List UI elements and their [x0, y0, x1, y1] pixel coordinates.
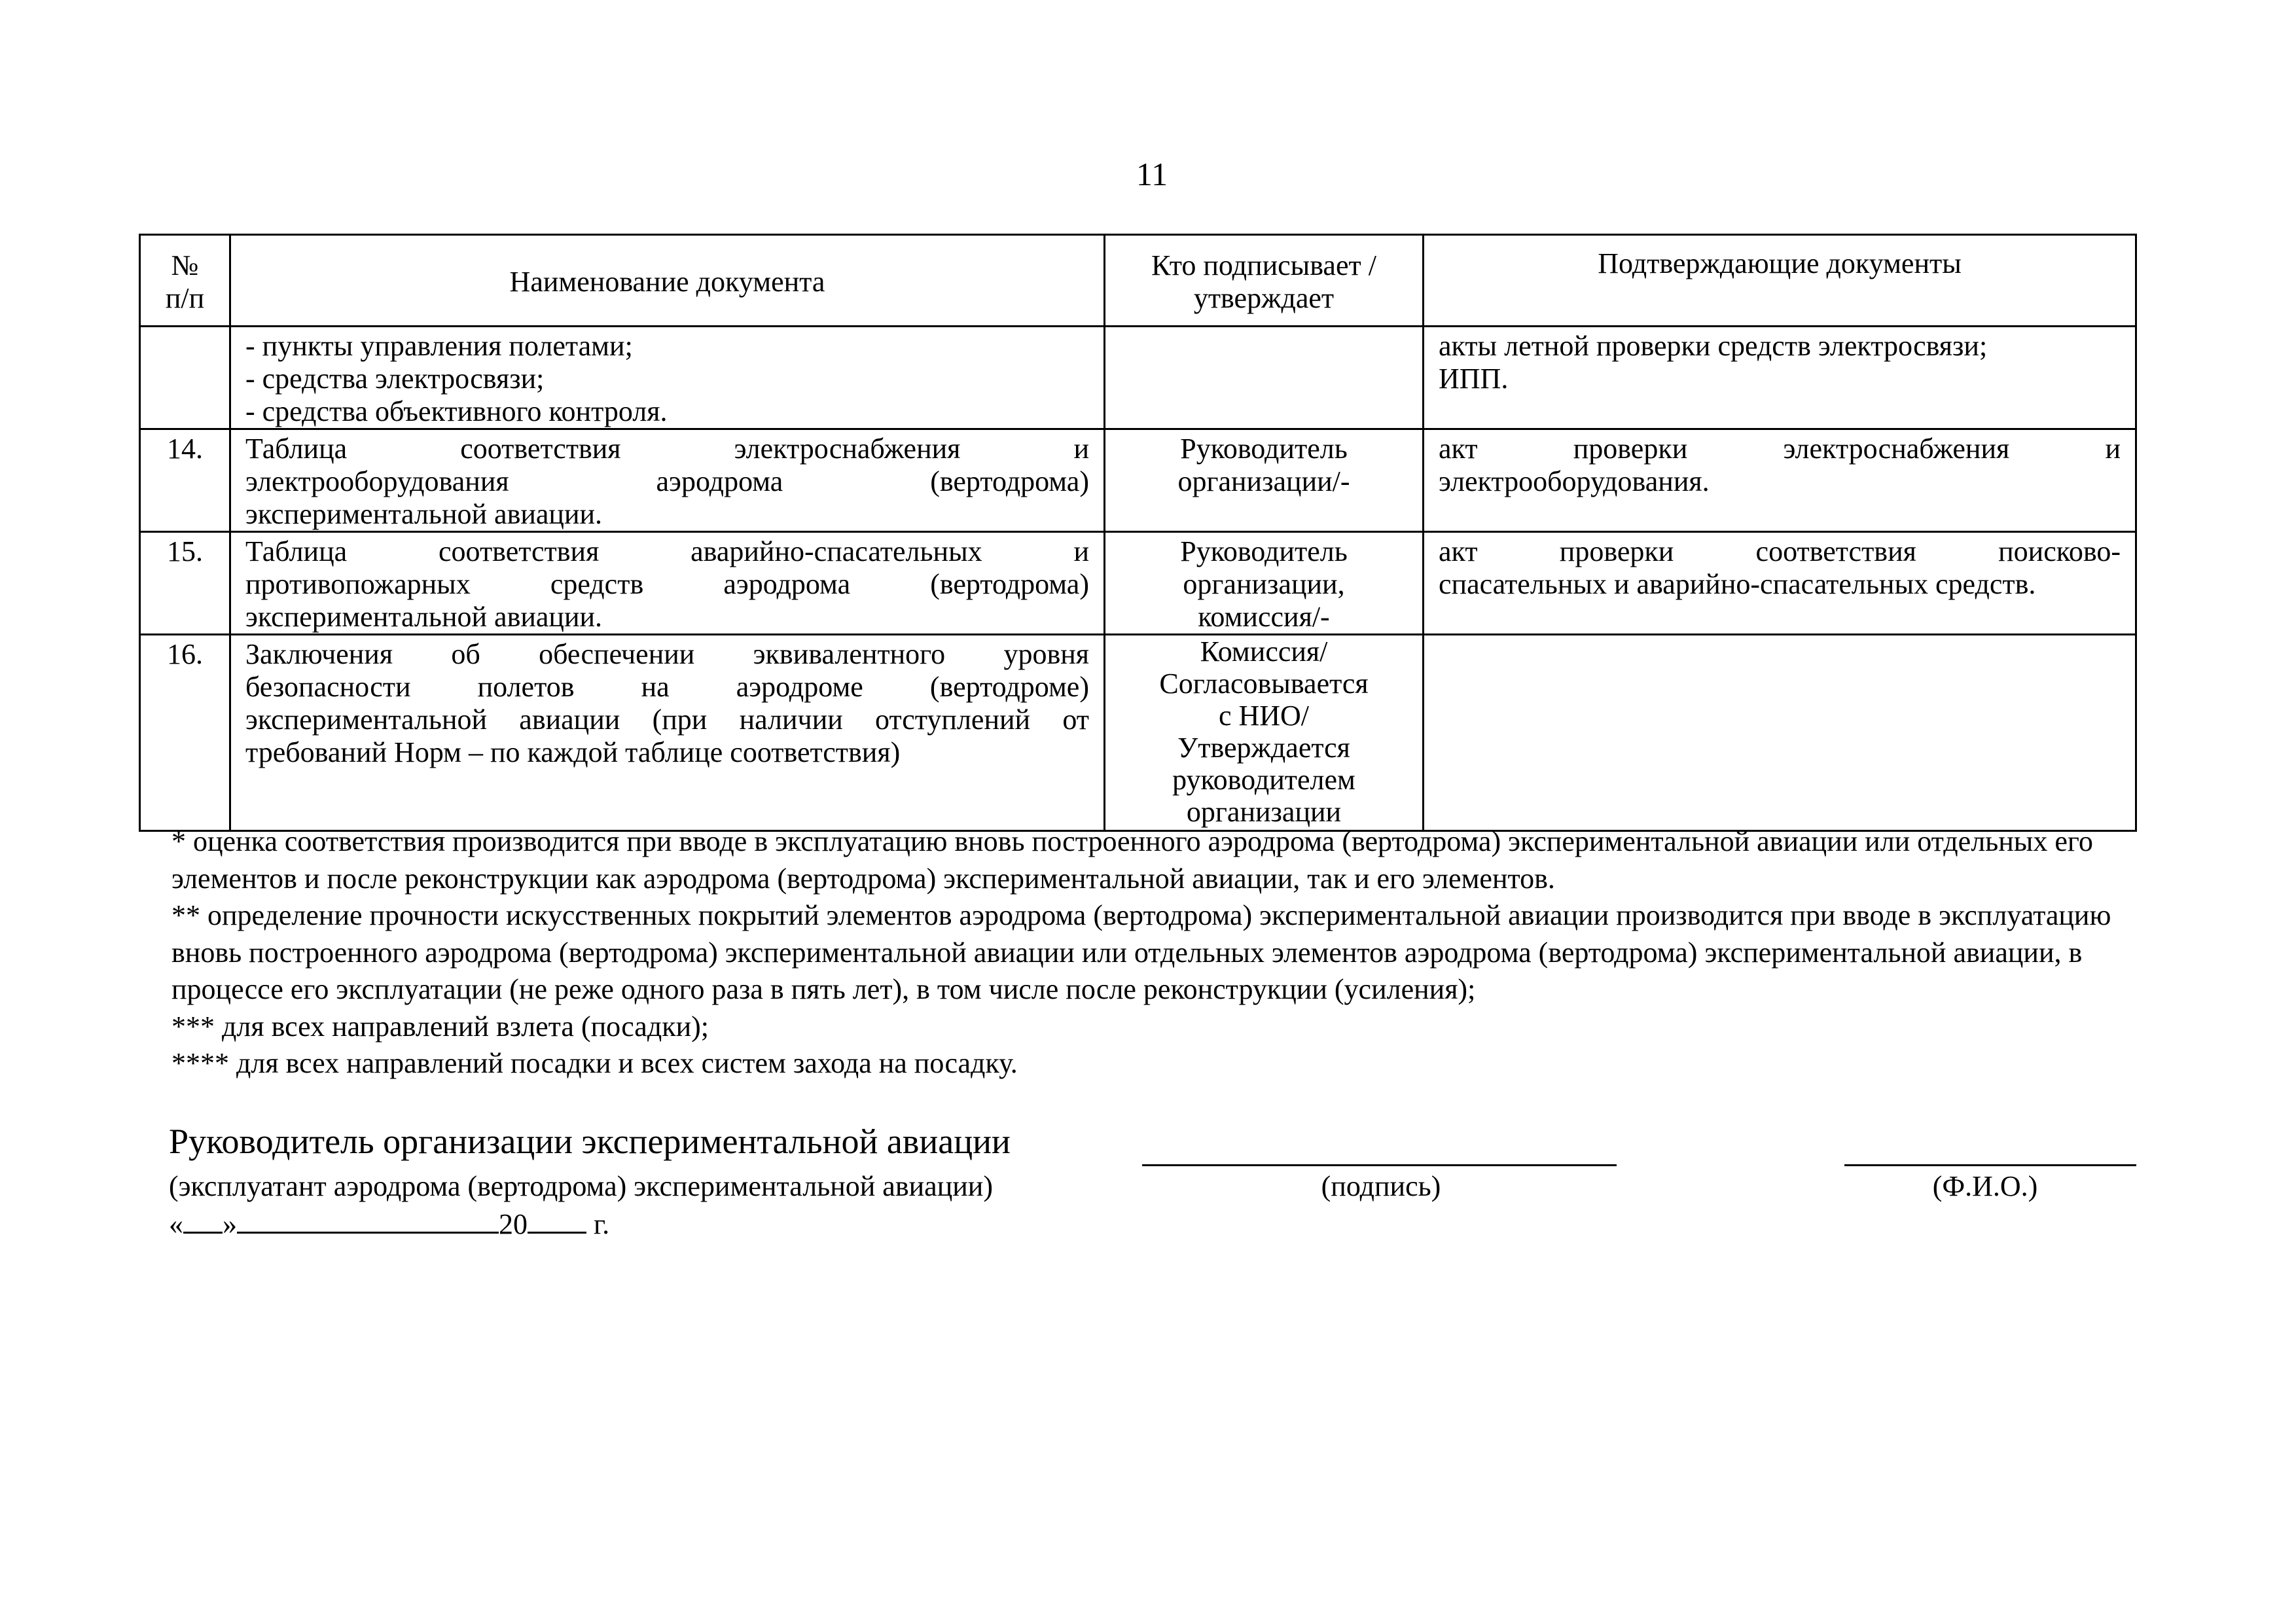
documents-table: [139, 234, 2137, 832]
table-row: [140, 635, 2136, 831]
table-row: [140, 429, 2136, 532]
page-number: 11: [1136, 156, 1168, 192]
date-year-suffix: г.: [594, 1208, 610, 1240]
date-year-prefix: 20: [499, 1208, 528, 1240]
row-docs: акты летной проверки средств электросвязи; ИПП.: [1424, 327, 2136, 429]
row-num: 14.: [140, 429, 230, 532]
row-name: Заключения об обеспечении эквивалентного уровня безопасности полетов на аэродроме (вертодроме) экспериментальной авиации (при наличии отступлений от требований Норм – по каждой таблице соответствия): [230, 635, 1105, 831]
signature-label: (подпись): [1321, 1170, 1441, 1202]
signature-line: [1142, 1164, 1617, 1166]
row-signer: Комиссия/ Согласовывается с НИО/ Утверждается руководителем организации: [1105, 635, 1424, 831]
row-docs: акт проверки электроснабжения и электрооборудования.: [1424, 429, 2136, 532]
row-num: 15.: [140, 532, 230, 635]
footnotes: [171, 823, 2155, 1082]
signature-title: Руководитель организации экспериментальной авиации: [169, 1122, 1011, 1161]
header-signer: Кто подписывает / утверждает: [1105, 235, 1424, 327]
date-open-quote: «: [169, 1208, 183, 1240]
footnote-4: **** для всех направлений посадки и всех систем захода на посадку.: [171, 1047, 1018, 1079]
footnote-1: * оценка соответствия производится при вводе в эксплуатацию вновь построенного аэродрома (вертодрома) экспериментальной авиации или отдельных его элементов и после реконструкции как аэродрома (вертодрома) экспериментальной авиации, так и его элементов.: [171, 825, 2093, 895]
date-month-blank: [237, 1205, 499, 1234]
row-docs: акт проверки соответствия поисково- спасательных и аварийно-спасательных средств.: [1424, 532, 2136, 635]
row-name: - пункты управления полетами; - средства электросвязи; - средства объективного контроля.: [230, 327, 1105, 429]
header-docs: Подтверждающие документы: [1424, 235, 2136, 327]
row-name: Таблица соответствия электроснабжения и электрооборудования аэродрома (вертодрома) экспериментальной авиации.: [230, 429, 1105, 532]
signature-date: [169, 1205, 609, 1243]
table-row: [140, 327, 2136, 429]
table-row: [140, 532, 2136, 635]
fio-label: (Ф.И.О.): [1932, 1170, 2038, 1202]
footnote-3: *** для всех направлений взлета (посадки);: [171, 1010, 709, 1043]
table-header-row: [140, 235, 2136, 327]
date-close-quote: »: [223, 1208, 237, 1240]
row-name: Таблица соответствия аварийно-спасательных и противопожарных средств аэродрома (вертодрома) экспериментальной авиации.: [230, 532, 1105, 635]
row-signer: Руководитель организации, комиссия/-: [1105, 532, 1424, 635]
row-docs: [1424, 635, 2136, 831]
signature-subtitle: (эксплуатант аэродрома (вертодрома) экспериментальной авиации): [169, 1170, 993, 1202]
header-name: Наименование документа: [230, 235, 1105, 327]
date-year-blank: [528, 1205, 586, 1234]
fio-line: [1844, 1164, 2136, 1166]
date-day-blank: [183, 1205, 223, 1234]
header-num: № п/п: [140, 235, 230, 327]
footnote-2: ** определение прочности искусственных покрытий элементов аэродрома (вертодрома) экспериментальной авиации производится при вводе в эксплуатацию вновь построенного аэродрома (вертодрома) экспериментальной авиации или отдельных элементов аэродрома (вертодрома) экспериментальной авиации, в процессе его эксплуатации (не реже одного раза в пять лет), в том числе после реконструкции (усиления);: [171, 899, 2111, 1005]
row-signer: Руководитель организации/-: [1105, 429, 1424, 532]
row-signer: [1105, 327, 1424, 429]
row-num: [140, 327, 230, 429]
row-num: 16.: [140, 635, 230, 831]
